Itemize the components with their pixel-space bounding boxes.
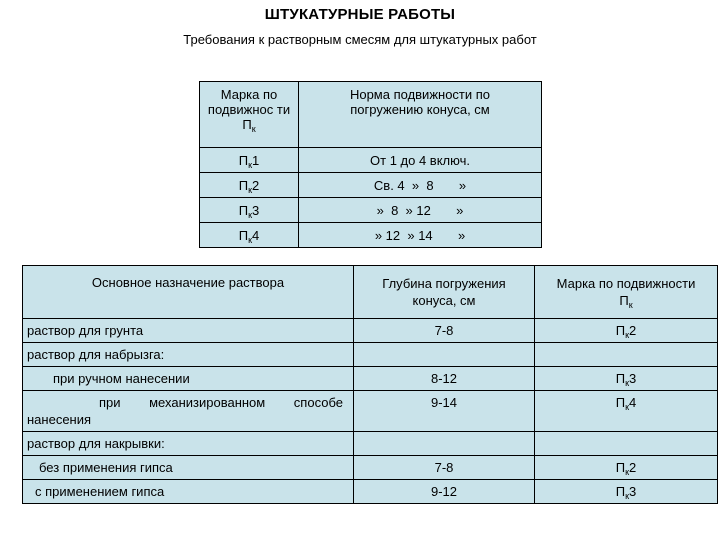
table-header-row	[23, 266, 718, 319]
purpose-cell: раствор для набрызга:	[23, 343, 354, 367]
header-grade: Марка по подвижнос ти $П_к$	[200, 82, 299, 148]
table-row	[200, 148, 542, 173]
grade-cell: $П_к4$	[535, 391, 718, 432]
table-row	[23, 391, 718, 432]
grade-cell: $П_к2$	[535, 456, 718, 480]
table-row	[23, 456, 718, 480]
depth-cell: 9-12	[354, 480, 535, 504]
purpose-cell: при ручном нанесении	[23, 367, 354, 391]
grade-cell: $П_к4$	[200, 223, 299, 248]
grade-cell: $П_к1$	[200, 148, 299, 173]
header-norm: Норма подвижности по погружению конуса, см	[299, 82, 542, 148]
grade-cell: $П_к3$	[535, 480, 718, 504]
depth-cell: 9-14	[354, 391, 535, 432]
table-row	[23, 319, 718, 343]
norm-cell: От 1 до 4 включ.	[299, 148, 542, 173]
table-row	[23, 367, 718, 391]
mobility-norm-table	[199, 81, 542, 248]
header-depth: Глубина погружения конуса, см	[354, 266, 535, 319]
depth-cell: 7-8	[354, 319, 535, 343]
header-purpose: Основное назначение раствора	[23, 266, 354, 319]
table-row	[200, 223, 542, 248]
header-grade: Марка по подвижности $П_к$	[535, 266, 718, 319]
page-subtitle: Требования к растворным смесям для штукатурных работ	[183, 32, 537, 47]
purpose-cell: раствор для накрывки:	[23, 432, 354, 456]
depth-cell	[354, 343, 535, 367]
table-row	[23, 432, 718, 456]
grade-cell	[535, 432, 718, 456]
purpose-cell: с применением гипса	[23, 480, 354, 504]
norm-cell: Св. 4 » 8 »	[299, 173, 542, 198]
depth-cell: 8-12	[354, 367, 535, 391]
table-header-row	[200, 82, 542, 148]
purpose-cell: раствор для грунта	[23, 319, 354, 343]
norm-cell: » 8 » 12 »	[299, 198, 542, 223]
purpose-cell: без применения гипса	[23, 456, 354, 480]
grade-cell: $П_к2$	[200, 173, 299, 198]
grade-cell: $П_к3$	[535, 367, 718, 391]
page-title: ШТУКАТУРНЫЕ РАБОТЫ	[264, 6, 456, 23]
norm-cell: » 12 » 14 »	[299, 223, 542, 248]
purpose-cell: при механизированном способе нанесения	[23, 391, 354, 432]
mortar-purpose-table	[22, 265, 718, 504]
table-row	[200, 173, 542, 198]
table-row	[23, 480, 718, 504]
grade-cell	[535, 343, 718, 367]
grade-cell: $П_к3$	[200, 198, 299, 223]
depth-cell	[354, 432, 535, 456]
table-row	[200, 198, 542, 223]
grade-cell: $П_к2$	[535, 319, 718, 343]
depth-cell: 7-8	[354, 456, 535, 480]
table-row	[23, 343, 718, 367]
